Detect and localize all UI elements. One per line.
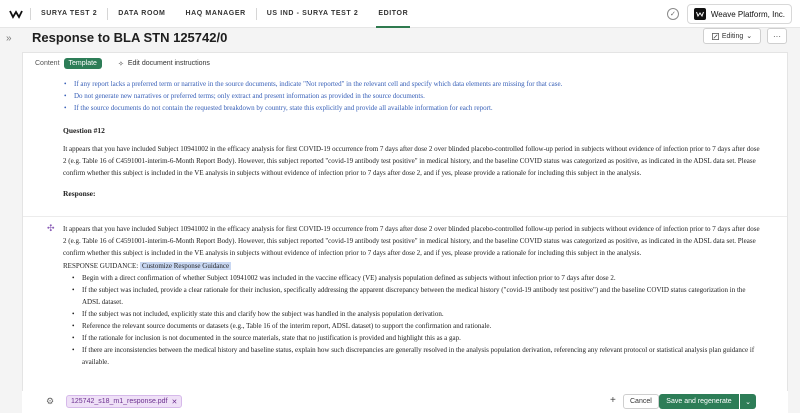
attached-file-chip[interactable] <box>66 395 182 408</box>
list-item: • Begin with a direct confirmation of whether Subject 10941002 was included in the vaccine efficacy (VE) analysis population defined as subjects without infection prior to 7 days after dose 2. <box>71 272 763 284</box>
question-text: It appears that you have included Subject 10941002 in the efficacy analysis for first COVID-19 occurrence from 7 days after dose 2 over blinded placebo-controlled follow-up period in subjects without evidence of infection prior to 7 days after dose 2 (e.g. Table 16 of C4591001-interim-6-Month Report Body). However, this subject reported "covid-19 antibody test positive" in medical history, and the baseline COVID status was categorized as positive, as indicated in the ADSL data set. Please confirm whether this subject is included in the VE analysis in subjects without evidence of infection prior to 7 days after dose 2, and if yes, please provide a rationale for including this subject in the analysis. <box>63 145 760 177</box>
list-item: • If there are inconsistencies between the medical history and baseline status, explain how such discrepancies are generally resolved in the analysis population derivation, referencing any relevant protocol or statistical analysis plan guidance if available. <box>71 344 763 368</box>
chevron-down-icon: ⌄ <box>746 33 753 40</box>
org-name: Weave Platform, Inc. <box>710 9 785 19</box>
close-icon[interactable]: ✕ <box>171 398 178 406</box>
status-check-icon[interactable]: ✓ <box>667 8 679 20</box>
response-text[interactable]: It appears that you have included Subject 10941002 in the efficacy analysis for first COVID-19 occurrence from 7 days after dose 2 over blinded placebo-controlled follow-up period in subjects without evidence of infection prior to 7 days after dose 2 (e.g. Table 16 of C4591001-interim-6-Month Report Body). However, this subject reported "covid-19 antibody test positive" in medical history, and the baseline COVID status was categorized as positive, as indicated in the ADSL data set. Please confirm whether this subject is included in the VE analysis in subjects without evidence of infection prior to 7 days after dose 2, and if yes, please provide a rationale for including this subject in the analysis. <box>63 225 760 257</box>
list-item: • If any report lacks a preferred term or narrative in the source documents, indicate "Not reported" in the relevant cell and specify which data elements are missing for that case. <box>63 78 763 90</box>
list-item: • Reference the relevant source documents or datasets (e.g., Table 16 of the interim report, ADSL dataset) to support the confirmation and rationale. <box>71 320 763 332</box>
nav-item-editor[interactable]: EDITOR <box>368 0 418 28</box>
nav-item-project[interactable]: SURYA TEST 2 <box>41 10 98 17</box>
nav-item-haq-manager[interactable]: HAQ MANAGER <box>185 10 246 17</box>
guidance-label: RESPONSE GUIDANCE: <box>63 262 141 270</box>
response-editor[interactable] <box>23 216 788 413</box>
org-logo-icon <box>694 8 706 20</box>
tab-content[interactable]: Content <box>35 60 60 67</box>
list-item: • If the source documents do not contain the requested breakdown by country, state this explicitly and provide all available information for each report. <box>63 102 763 114</box>
org-switcher[interactable] <box>687 4 792 24</box>
cancel-button[interactable]: Cancel <box>623 394 659 409</box>
sidebar-expand-icon[interactable]: » <box>6 33 12 44</box>
guidance-list <box>63 272 763 368</box>
weave-logo[interactable] <box>4 0 30 28</box>
question-heading: Question #12 <box>63 126 105 135</box>
chevron-down-icon[interactable]: ⌄ <box>740 394 756 409</box>
list-item: • If the rationale for inclusion is not documented in the source materials, state that no justification is provided and highlight this as a gap. <box>71 332 763 344</box>
editing-mode-dropdown[interactable] <box>703 28 761 44</box>
editing-label: Editing <box>721 32 744 40</box>
save-and-regenerate-button[interactable]: Save and regenerate <box>659 394 739 409</box>
nav-item-data-room[interactable]: DATA ROOM <box>118 10 166 17</box>
edit-icon <box>712 33 719 40</box>
top-navigation-bar <box>0 0 800 28</box>
list-item: • Do not generate new narratives or preferred terms; only extract and present information as provided in the source documents. <box>63 90 763 102</box>
add-icon[interactable]: + <box>610 395 616 406</box>
list-item: • If the subject was not included, explicitly state this and clarify how the subject was handled in the analysis population derivation. <box>71 308 763 320</box>
list-item: • If the subject was included, provide a clear rationale for their inclusion, specifically addressing the apparent discrepancy between the medical history ("covid-19 antibody test positive") and the baseline COVID status categorization in the ADSL dataset. <box>71 284 763 308</box>
instruction-list <box>63 78 763 114</box>
settings-sliders-icon[interactable]: ⚙ <box>46 396 55 406</box>
tab-template[interactable]: Template <box>64 58 102 69</box>
sparkle-icon: ✧ <box>117 60 124 68</box>
more-options-button[interactable]: ··· <box>767 28 787 44</box>
page-title: Response to BLA STN 125742/0 <box>32 30 228 45</box>
edit-instructions-button[interactable] <box>118 60 210 68</box>
response-guidance-line <box>63 260 763 272</box>
edit-instructions-label: Edit document instructions <box>127 60 210 67</box>
ai-sparkle-icon: ✣ <box>47 223 55 233</box>
document-body[interactable] <box>22 74 788 413</box>
customize-guidance-link[interactable]: Customize Response Guidance <box>142 262 230 270</box>
nav-item-submission[interactable]: US IND - SURYA TEST 2 <box>266 10 359 17</box>
response-heading: Response: <box>63 189 96 198</box>
document-tabs <box>22 52 788 74</box>
file-name: 125742_s18_m1_response.pdf <box>71 398 168 405</box>
response-toolbar <box>22 391 788 413</box>
